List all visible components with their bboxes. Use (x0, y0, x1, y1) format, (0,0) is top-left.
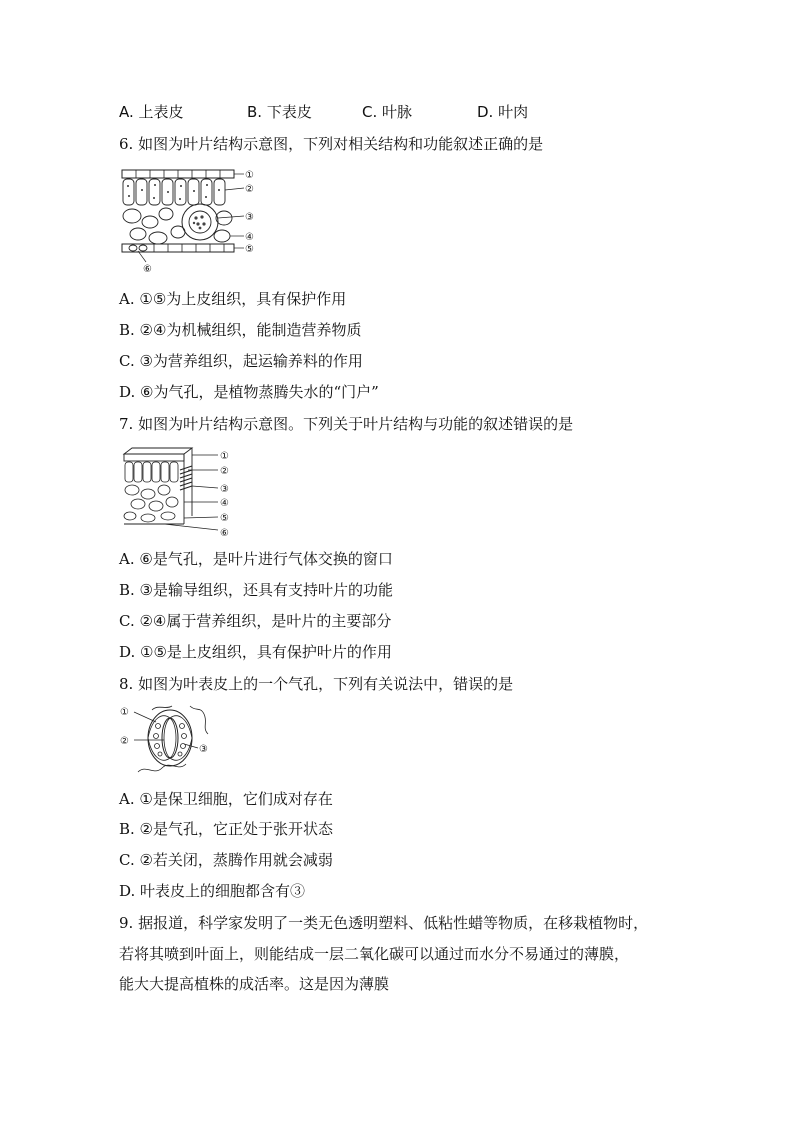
q7-option-b: B. ③是输导组织，还具有支持叶片的功能 (119, 581, 394, 599)
q6-label-3: ③ (245, 212, 254, 223)
q8-stem: 8. 如图为叶表皮上的一个气孔，下列有关说法中，错误的是 (119, 675, 514, 693)
q6-leaf-diagram (118, 166, 258, 278)
q8-option-d: D. 叶表皮上的细胞都含有③ (119, 882, 306, 900)
q5-option-b: B. 下表皮 (247, 103, 312, 121)
q8-stoma-diagram (116, 702, 220, 782)
q6-option-b: B. ②④为机械组织，能制造营养物质 (119, 321, 362, 339)
q7-label-3: ③ (220, 484, 229, 495)
q6-option-a: A. ①⑤为上皮组织，具有保护作用 (119, 290, 347, 308)
q6-label-1: ① (245, 170, 254, 181)
q6-option-c: C. ③为营养组织，起运输养料的作用 (119, 352, 363, 370)
q7-label-1: ① (220, 451, 229, 462)
q7-stem: 7. 如图为叶片结构示意图。下列关于叶片结构与功能的叙述错误的是 (119, 415, 574, 433)
q8-label-3: ③ (199, 744, 208, 755)
q6-label-2: ② (245, 184, 254, 195)
q8-option-c: C. ②若关闭，蒸腾作用就会减弱 (119, 851, 333, 869)
q6-label-5: ⑤ (245, 244, 254, 255)
q8-label-2: ② (120, 736, 129, 747)
q9-line-1: 9. 据报道，科学家发明了一类无色透明塑料、低粘性蜡等物质，在移栽植物时， (119, 914, 649, 932)
q8-label-1: ① (120, 707, 129, 718)
q8-option-a: A. ①是保卫细胞，它们成对存在 (119, 790, 333, 808)
q5-option-c: C. 叶脉 (362, 103, 413, 121)
q9-line-2: 若将其喷到叶面上，则能结成一层二氧化碳可以通过而水分不易通过的薄膜， (119, 945, 630, 963)
q7-label-2: ② (220, 466, 229, 477)
q6-label-4: ④ (245, 232, 254, 243)
q7-option-a: A. ⑥是气孔，是叶片进行气体交换的窗口 (119, 550, 393, 568)
q7-label-6: ⑥ (220, 528, 229, 539)
q7-label-4: ④ (220, 498, 229, 509)
q9-line-3: 能大大提高植株的成活率。这是因为薄膜 (119, 975, 390, 993)
q6-option-d: D. ⑥为气孔，是植物蒸腾失水的“门户” (119, 383, 379, 401)
q6-stem: 6. 如图为叶片结构示意图，下列对相关结构和功能叙述正确的是 (119, 135, 544, 153)
q8-option-b: B. ②是气孔，它正处于张开状态 (119, 820, 334, 838)
q5-option-d: D. 叶肉 (477, 103, 529, 121)
q6-label-6: ⑥ (143, 264, 152, 275)
q7-option-d: D. ①⑤是上皮组织，具有保护叶片的作用 (119, 643, 392, 661)
q5-options-row (119, 102, 679, 122)
q5-option-a: A. 上表皮 (119, 103, 184, 121)
q7-leaf-diagram (118, 446, 242, 542)
q7-label-5: ⑤ (220, 513, 229, 524)
q7-option-c: C. ②④属于营养组织，是叶片的主要部分 (119, 612, 392, 630)
